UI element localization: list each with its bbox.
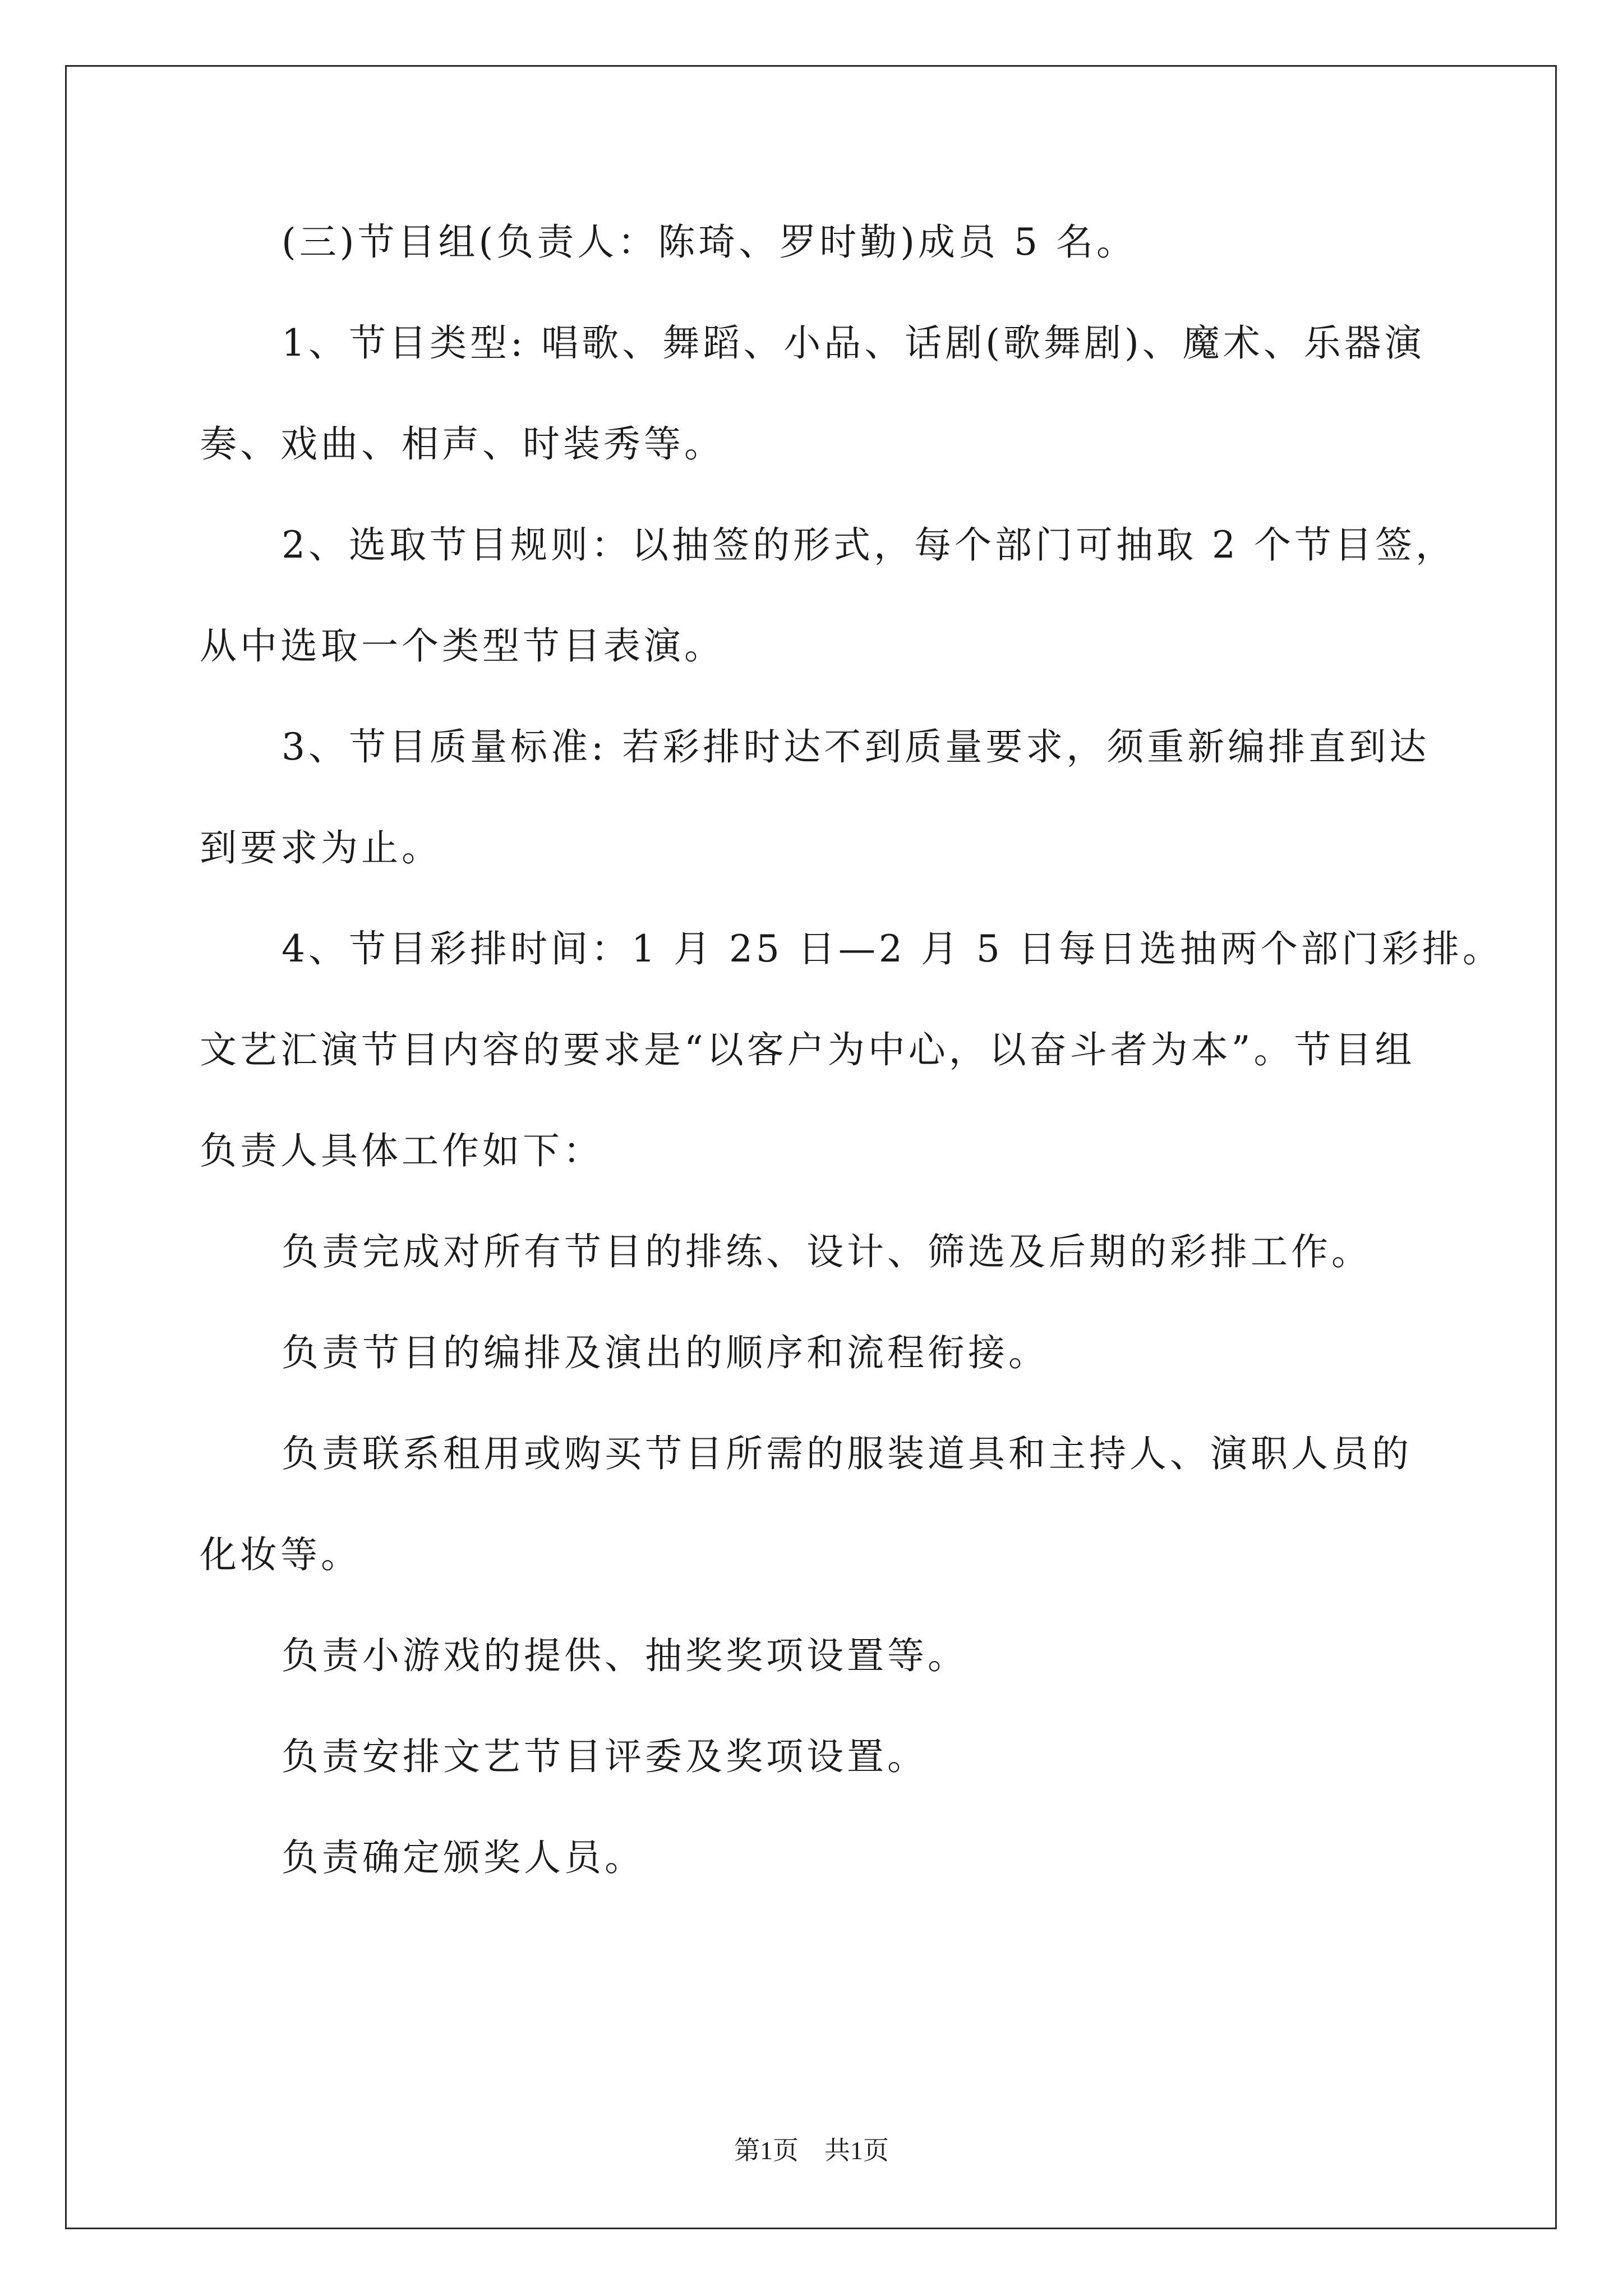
paragraph-line: 到要求为止。 [200, 826, 442, 869]
paragraph-line: 负责完成对所有节目的排练、设计、筛选及后期的彩排工作。 [282, 1230, 1372, 1273]
paragraph-line: 1、节目类型: 唱歌、舞蹈、小品、话剧(歌舞剧)、魔术、乐器演 [282, 321, 1425, 365]
paragraph-line: 负责联系租用或购买节目所需的服装道具和主持人、演职人员的 [282, 1432, 1412, 1475]
paragraph-line: (三)节目组(负责人：陈琦、罗时勤)成员 5 名。 [282, 220, 1137, 264]
paragraph-line: 化妆等。 [200, 1533, 361, 1576]
paragraph-line: 文艺汇演节目内容的要求是“以客户为中心，以奋斗者为本”。节目组 [200, 1028, 1415, 1071]
page-number-footer: 第1页 共1页 [734, 2136, 889, 2165]
paragraph-line: 2、选取节目规则：以抽签的形式，每个部门可抽取 2 个节目签， [282, 523, 1456, 567]
paragraph-line: 负责小游戏的提供、抽奖奖项设置等。 [282, 1634, 968, 1677]
paragraph-line: 负责安排文艺节目评委及奖项设置。 [282, 1735, 928, 1778]
paragraph-line: 奏、戏曲、相声、时装秀等。 [200, 422, 725, 466]
paragraph-line: 3、节目质量标准: 若彩排时达不到质量要求，须重新编排直到达 [282, 725, 1430, 769]
paragraph-line: 负责确定颁奖人员。 [282, 1836, 645, 1879]
document-body [200, 215, 1503, 1932]
paragraph-line: 负责人具体工作如下： [200, 1129, 603, 1172]
paragraph-line: 负责节目的编排及演出的顺序和流程衔接。 [282, 1331, 1049, 1374]
paragraph-line: 从中选取一个类型节目表演。 [200, 624, 725, 668]
paragraph-line: 4、节目彩排时间：1 月 25 日—2 月 5 日每日选抽两个部门彩排。 [282, 927, 1503, 970]
